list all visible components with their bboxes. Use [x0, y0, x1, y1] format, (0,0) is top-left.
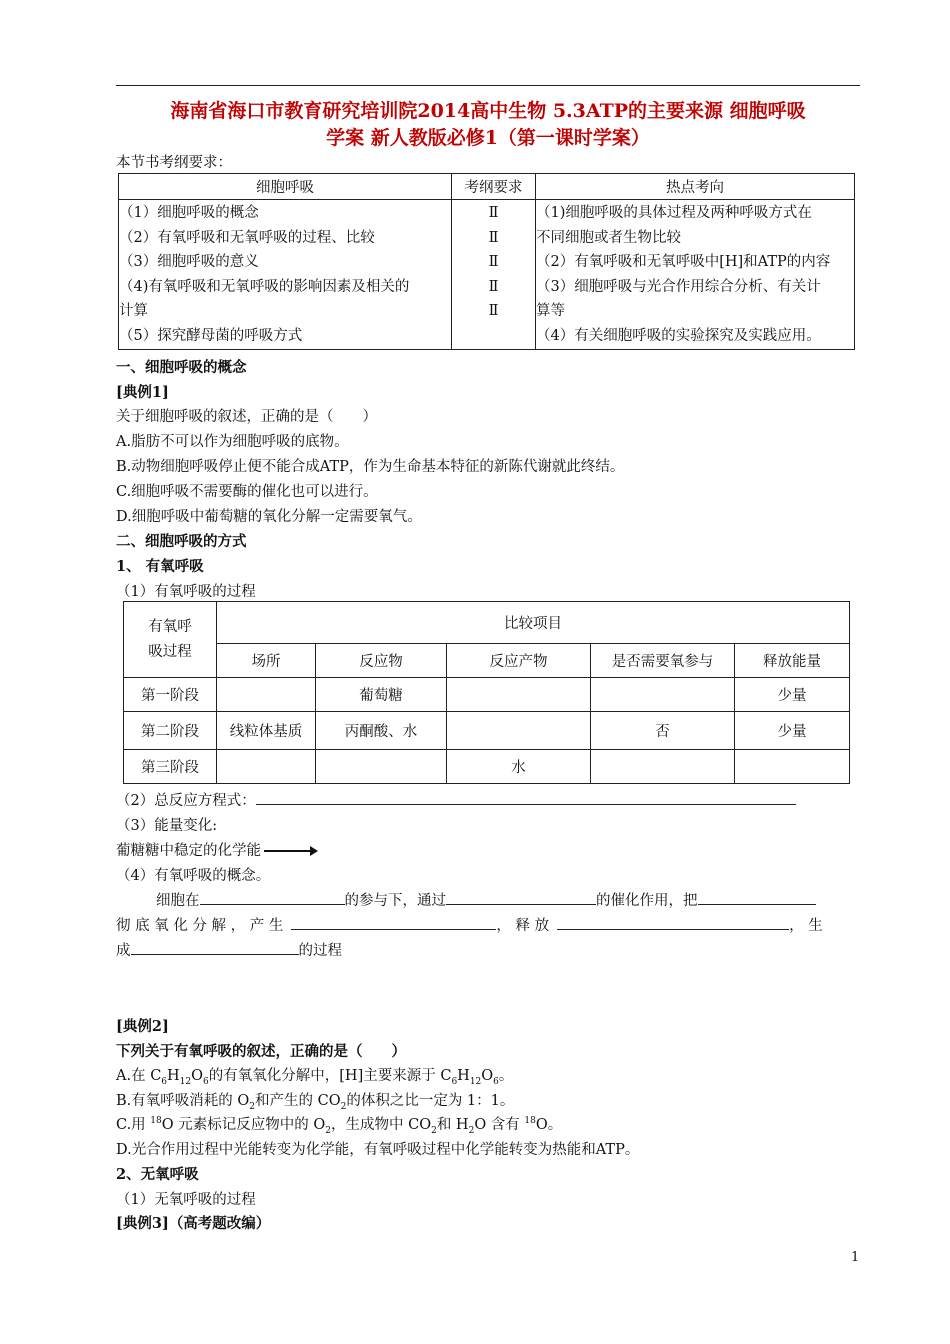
concept-text: ， 释 放: [496, 918, 550, 934]
energy-change-label: （3）能量变化:: [116, 818, 218, 834]
topic-item: （1）细胞呼吸的概念: [119, 205, 259, 221]
table-cell: 否: [591, 712, 735, 750]
aerobic-process-heading: （1）有氧呼吸的过程: [116, 584, 256, 600]
concept-text: 细胞在: [156, 893, 200, 909]
concept-text: 的过程: [298, 943, 342, 959]
blank-enzyme[interactable]: [446, 890, 596, 905]
energy-change-line: [116, 839, 316, 860]
example-2-option-a: A.在 $C_6H_{12}O_6$的有氧氧化分解中，[H]主要来源于 $C_6H_{12}O_6$。: [116, 1068, 514, 1087]
requirement-level: Ⅱ: [488, 278, 499, 295]
example-2-option-c: C.用 $^{18}$O 元素标记反应物中的 $O_2$，生成物中 $CO_2$和 $H_2O$ 含有 $^{18}$O。: [116, 1116, 563, 1136]
blank-energy-release[interactable]: [557, 915, 789, 930]
blank-substrate[interactable]: [698, 890, 816, 905]
requirements-cell: [452, 200, 536, 350]
concept-text: 的参与下，通过: [344, 893, 446, 909]
example-2-option-b: B.有氧呼吸消耗的 $O_2$和产生的 $CO_2$的体积之比一定为 1：1。: [116, 1093, 515, 1112]
hot-topics-cell: [536, 200, 855, 350]
requirement-level: Ⅱ: [488, 254, 499, 271]
topic-item: （4)有氧呼吸和无氧呼吸的影响因素及相关的: [119, 278, 410, 295]
concept-line-2: [116, 914, 823, 935]
example-3-label: [典例3]: [116, 1215, 169, 1232]
doc-title-line2: 学案 新人教版必修1（第一课时学案）: [326, 127, 650, 149]
concept-line-3: [116, 939, 342, 960]
table-cell: 丙酮酸、水: [316, 712, 447, 750]
table-cell: 少量: [735, 712, 850, 750]
table-cell: 水: [447, 750, 591, 784]
topic-item: 计算: [119, 303, 148, 320]
col-header-energy: 释放能量: [735, 644, 850, 678]
topic-item: （5）探究酵母菌的呼吸方式: [119, 327, 303, 344]
corner-line: 吸过程: [148, 643, 192, 660]
requirement-level: Ⅱ: [488, 205, 499, 221]
table-cell: [217, 678, 316, 712]
hot-topic-line: （3）细胞呼吸与光合作用综合分析、有关计: [536, 278, 821, 295]
table-cell: 少量: [735, 678, 850, 712]
blank-generate[interactable]: [131, 940, 299, 955]
concept-line-1: [156, 889, 816, 910]
aerobic-process-table: [123, 601, 850, 784]
intro-text: 本节书考纲要求：: [116, 155, 232, 171]
anaerobic-heading: 2、无氧呼吸: [116, 1166, 199, 1183]
example-2-question: 下列关于有氧呼吸的叙述，正确的是（ ）: [116, 1043, 406, 1060]
concept-text: 彻 底 氧 化 分 解 ， 产 生: [116, 918, 284, 934]
example-2-option-d: D.光合作用过程中光能转变为化学能，有氧呼吸过程中化学能转变为热能和ATP。: [116, 1142, 640, 1158]
arrow-right-icon: [264, 850, 316, 852]
energy-change-text: 葡糖糖中稳定的化学能: [116, 843, 261, 859]
table-cell: [447, 678, 591, 712]
th-cell-respiration: 细胞呼吸: [119, 174, 452, 200]
requirement-level: Ⅱ: [488, 229, 499, 246]
table-corner-cell: [124, 602, 217, 678]
anaerobic-process-heading: （1）无氧呼吸的过程: [116, 1192, 256, 1208]
section-1-heading: 一、细胞呼吸的概念: [116, 359, 247, 376]
stage-label: 第二阶段: [124, 712, 217, 750]
example-1-option-d: D.细胞呼吸中葡萄糖的氧化分解一定需要氧气。: [116, 509, 422, 525]
stage-label: 第一阶段: [124, 678, 217, 712]
aerobic-heading: 1、 有氧呼吸: [116, 558, 204, 575]
section-2-heading: 二、细胞呼吸的方式: [116, 533, 247, 550]
blank-products[interactable]: [291, 915, 496, 930]
table-cell: 葡萄糖: [316, 678, 447, 712]
col-header-reactants: 反应物: [316, 644, 447, 678]
topic-item: （2）有氧呼吸和无氧呼吸的过程、比较: [119, 229, 375, 246]
topics-cell: [119, 200, 452, 350]
table-cell: [591, 678, 735, 712]
hot-topic-line: （1)细胞呼吸的具体过程及两种呼吸方式在: [536, 205, 812, 221]
example-1-option-a: A.脂肪不可以作为细胞呼吸的底物。: [116, 434, 349, 450]
header-rule: [116, 85, 860, 86]
compare-items-header: 比较项目: [217, 602, 850, 644]
th-requirement: 考纲要求: [452, 174, 536, 200]
concept-text: 的催化作用，把: [596, 893, 698, 909]
example-1-question: 关于细胞呼吸的叙述，正确的是（ ）: [116, 409, 377, 425]
syllabus-table: [118, 173, 855, 350]
table-cell: [591, 750, 735, 784]
col-header-products: 反应产物: [447, 644, 591, 678]
hot-topic-line: 不同细胞或者生物比较: [536, 229, 681, 246]
example-3-note: （高考题改编）: [168, 1215, 271, 1232]
equation-label: （2）总反应方程式：: [116, 793, 256, 809]
blank-oxygen[interactable]: [200, 890, 345, 905]
table-cell: [447, 712, 591, 750]
doc-title-line1: 海南省海口市教育研究培训院2014高中生物 5.3ATP的主要来源 细胞呼吸: [170, 100, 806, 122]
equation-line: [116, 789, 796, 810]
example-2-label: [典例2]: [116, 1018, 169, 1035]
example-1-option-c: C.细胞呼吸不需要酶的催化也可以进行。: [116, 484, 378, 500]
example-3-heading: [116, 1212, 270, 1233]
example-1-option-b: B.动物细胞呼吸停止便不能合成ATP，作为生命基本特征的新陈代谢就此终结。: [116, 459, 625, 475]
table-cell: [735, 750, 850, 784]
table-cell: [316, 750, 447, 784]
col-header-oxygen: 是否需要氧参与: [591, 644, 735, 678]
table-cell: 线粒体基质: [217, 712, 316, 750]
equation-blank[interactable]: [256, 790, 796, 805]
col-header-location: 场所: [217, 644, 316, 678]
topic-item: （3）细胞呼吸的意义: [119, 254, 259, 271]
th-hot-topics: 热点考向: [536, 174, 855, 200]
table-cell: [217, 750, 316, 784]
concept-text: 成: [116, 943, 131, 959]
example-1-label: [典例1]: [116, 384, 169, 401]
page-number: 1: [851, 1250, 860, 1265]
requirement-level: Ⅱ: [488, 303, 499, 320]
concept-text: ， 生: [789, 918, 823, 934]
aerobic-concept-label: （4）有氧呼吸的概念。: [116, 868, 271, 884]
hot-topic-line: （2）有氧呼吸和无氧呼吸中[H]和ATP的内容: [536, 254, 831, 271]
hot-topic-line: 算等: [536, 303, 565, 320]
corner-line: 有氧呼: [148, 618, 192, 635]
stage-label: 第三阶段: [124, 750, 217, 784]
hot-topic-line: （4）有关细胞呼吸的实验探究及实践应用。: [536, 327, 821, 344]
